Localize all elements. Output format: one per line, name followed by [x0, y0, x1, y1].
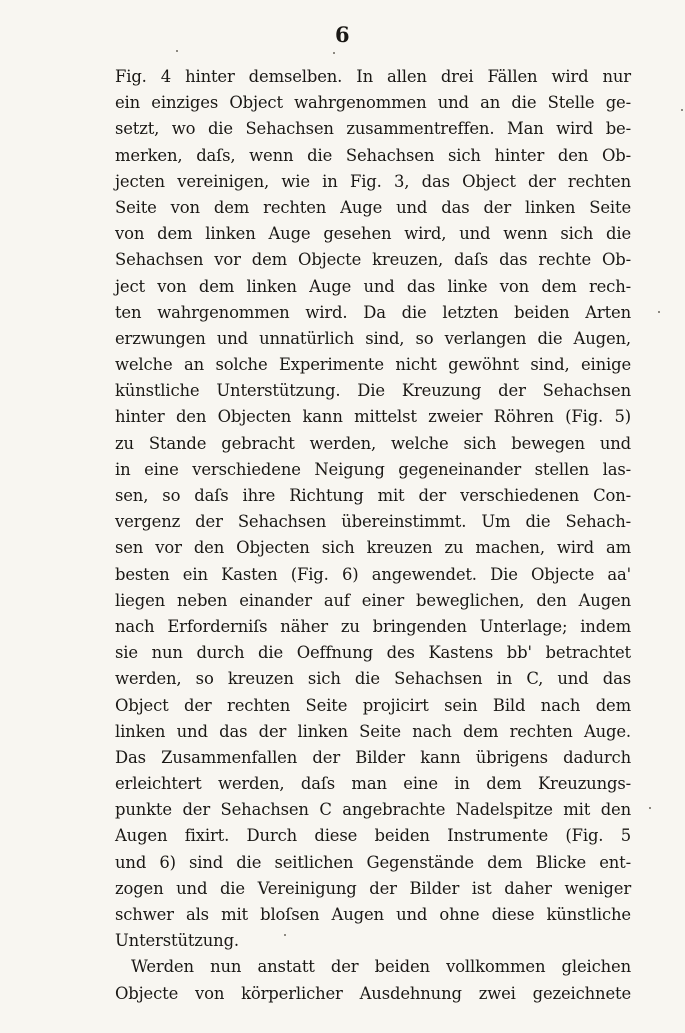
- text-line: Seite von dem rechten Auge und das der linken Seite: [115, 197, 631, 217]
- text-line: vergenz der Sehachsen übereinstimmt. Um die Sehach-: [115, 512, 631, 532]
- text-line: setzt, wo die Sehachsen zusammentreffen. Man wird be-: [115, 119, 631, 139]
- text-line: ten wahrgenommen wird. Da die letzten beiden Arten: [115, 302, 631, 322]
- body-text: [115, 64, 631, 1007]
- text-line: zu Stande gebracht werden, welche sich bewegen und: [115, 433, 631, 453]
- print-speck: [284, 934, 286, 936]
- text-line: sie nun durch die Oeffnung des Kastens bb' betrachtet: [115, 643, 631, 663]
- print-speck: [176, 50, 178, 52]
- text-line: Object der rechten Seite projicirt sein Bild nach dem: [115, 695, 631, 715]
- text-line: werden, so kreuzen sich die Sehachsen in C, und das: [115, 669, 631, 689]
- text-line: zogen und die Vereinigung der Bilder ist daher weniger: [115, 878, 631, 898]
- text-line: künstliche Unterstützung. Die Kreuzung der Sehachsen: [115, 381, 631, 401]
- text-line: Fig. 4 hinter demselben. In allen drei Fällen wird nur: [115, 67, 631, 86]
- text-line: liegen neben einander auf einer beweglichen, den Augen: [115, 590, 631, 610]
- text-line: in eine verschiedene Neigung gegeneinander stellen las-: [115, 459, 631, 479]
- text-line: sen vor den Objecten sich kreuzen zu machen, wird am: [115, 538, 631, 558]
- page-number: 6: [334, 22, 351, 47]
- text-line: von dem linken Auge gesehen wird, und wenn sich die: [115, 224, 631, 244]
- text-line: Augen fixirt. Durch diese beiden Instrumente (Fig. 5: [115, 826, 631, 846]
- print-speck: [658, 311, 660, 313]
- text-line: Objecte von körperlicher Ausdehnung zwei gezeichnete: [115, 983, 631, 1003]
- text-line: Sehachsen vor dem Objecte kreuzen, daſs das rechte Ob-: [115, 250, 631, 270]
- text-line: erzwungen und unnatürlich sind, so verlangen die Augen,: [115, 328, 631, 348]
- text-line: linken und das der linken Seite nach dem rechten Auge.: [115, 721, 631, 741]
- text-line: Unterstützung.: [115, 931, 239, 951]
- text-line: schwer als mit bloſsen Augen und ohne diese künstliche: [115, 905, 631, 924]
- text-line: sen, so daſs ihre Richtung mit der verschiedenen Con-: [115, 486, 631, 505]
- text-line: besten ein Kasten (Fig. 6) angewendet. Die Objecte aa': [115, 564, 631, 584]
- text-line: ject von dem linken Auge und das linke von dem rech-: [115, 276, 631, 296]
- text-line: punkte der Sehachsen C angebrachte Nadelspitze mit den: [115, 800, 631, 820]
- text-line: merken, daſs, wenn die Sehachsen sich hinter den Ob-: [115, 145, 631, 165]
- text-line: Das Zusammenfallen der Bilder kann übrigens dadurch: [115, 747, 631, 767]
- text-line: hinter den Objecten kann mittelst zweier Röhren (Fig. 5): [115, 407, 631, 427]
- text-line: welche an solche Experimente nicht gewöhnt sind, einige: [115, 355, 631, 375]
- print-speck: [333, 52, 335, 54]
- text-line: Werden nun anstatt der beiden vollkommen gleichen: [131, 957, 631, 977]
- text-line: erleichtert werden, daſs man eine in dem Kreuzungs-: [115, 774, 631, 794]
- text-line: nach Erforderniſs näher zu bringenden Unterlage; indem: [115, 616, 631, 636]
- print-speck: [649, 807, 651, 809]
- text-line: jecten vereinigen, wie in Fig. 3, das Object der rechten: [115, 171, 631, 191]
- print-speck: [681, 109, 683, 111]
- text-line: ein einziges Object wahrgenommen und an die Stelle ge-: [115, 93, 631, 113]
- text-line: und 6) sind die seitlichen Gegenstände dem Blicke ent-: [115, 852, 631, 872]
